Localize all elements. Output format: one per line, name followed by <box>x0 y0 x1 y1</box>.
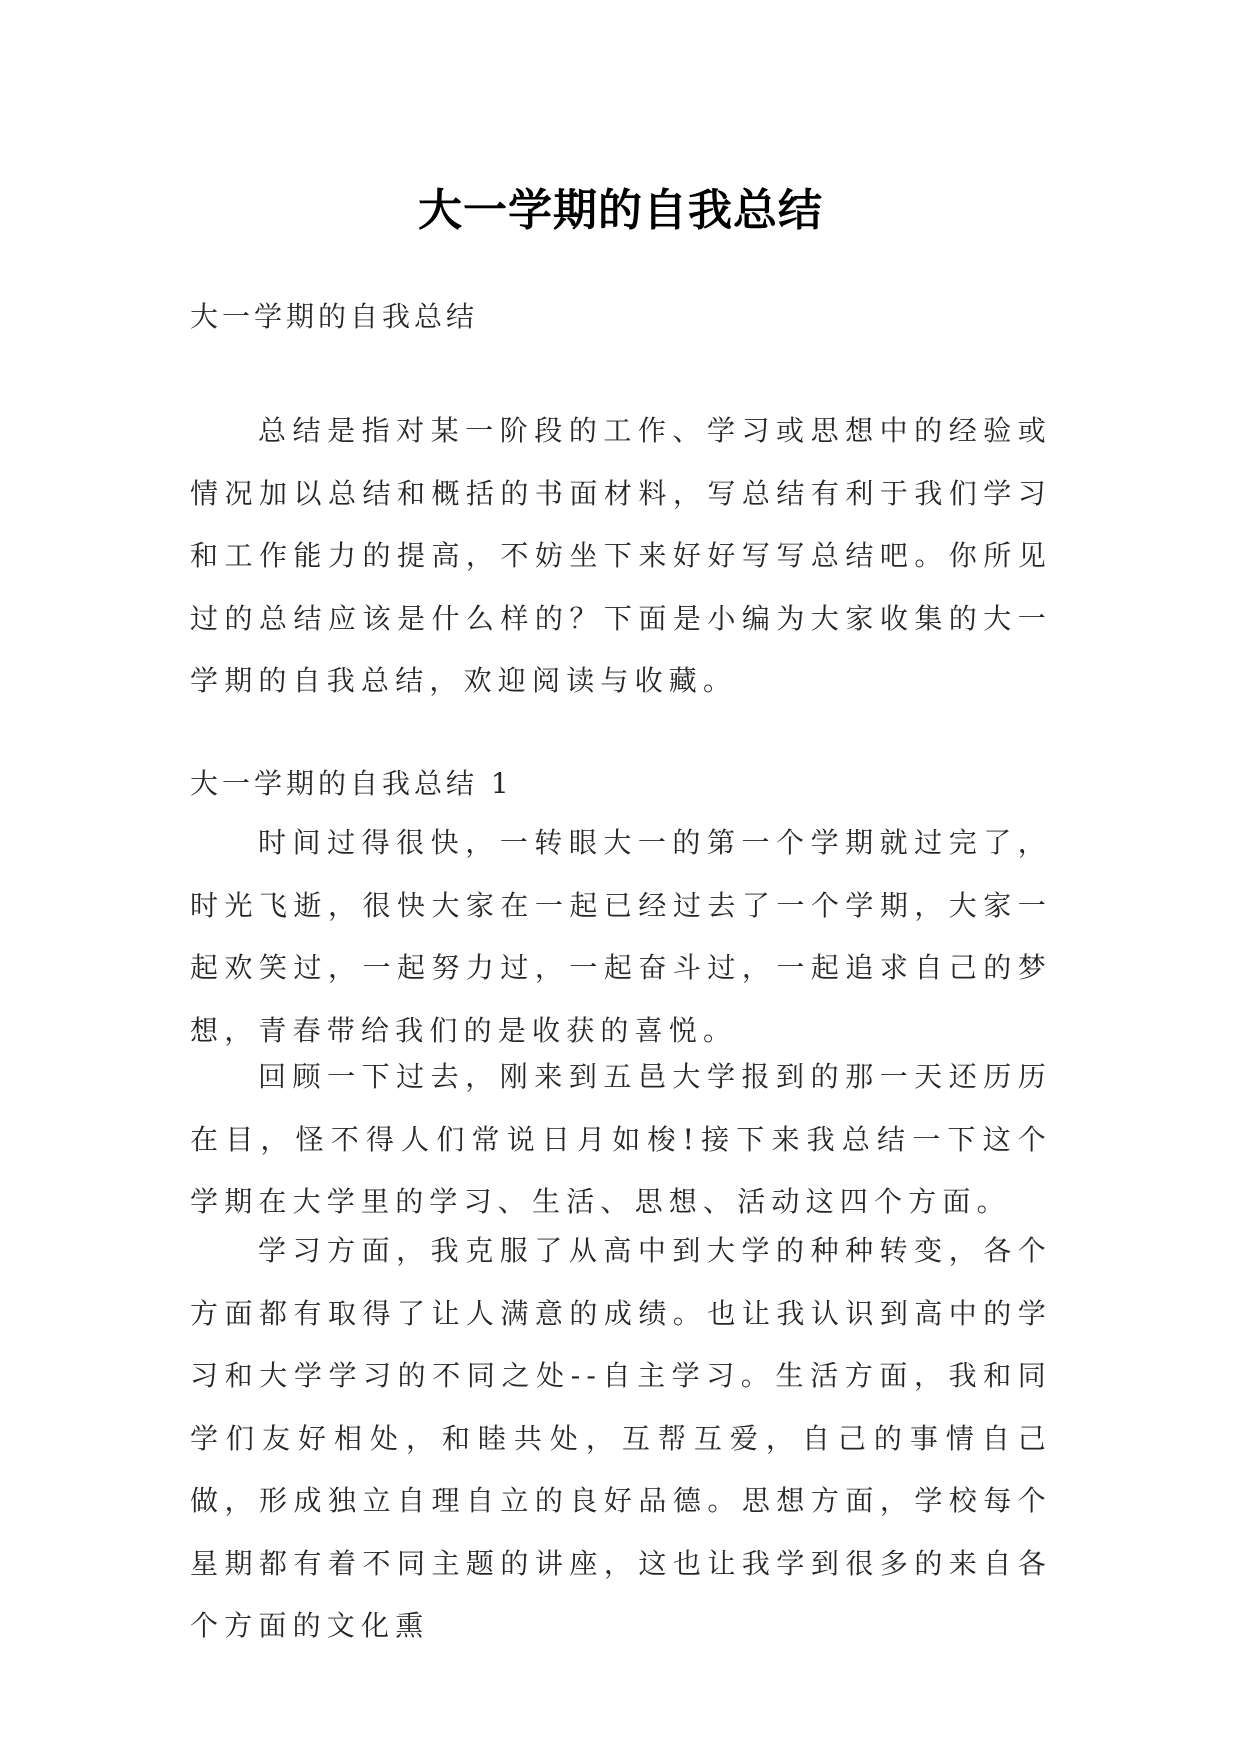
body-paragraph: 学习方面，我克服了从高中到大学的种种转变，各个方面都有取得了让人满意的成绩。也让我认识到高中的学习和大学学习的不同之处--自主学习。生活方面，我和同学们友好相处，和睦共处，互帮互爱，自己的事情自己做，形成独立自理自立的良好品德。思想方面，学校每个星期都有着不同主题的讲座，这也让我学到很多的来自各个方面的文化熏 <box>190 1234 1052 1642</box>
intro-paragraph: 总结是指对某一阶段的工作、学习或思想中的经验或情况加以总结和概括的书面材料，写总结有利于我们学习和工作能力的提高，不妨坐下来好好写写总结吧。你所见过的总结应该是什么样的？下面是小编为大家收集的大一学期的自我总结，欢迎阅读与收藏。 <box>190 414 1052 697</box>
document-title: 大一学期的自我总结 <box>418 185 823 237</box>
body-paragraph: 时间过得很快，一转眼大一的第一个学期就过完了，时光飞逝，很快大家在一起已经过去了一个学期，大家一起欢笑过，一起努力过，一起奋斗过，一起追求自己的梦想，青春带给我们的是收获的喜悦。 <box>190 826 1052 1047</box>
body-paragraph: 回顾一下过去，刚来到五邑大学报到的那一天还历历在目，怪不得人们常说日月如梭!接下来我总结一下这个学期在大学里的学习、生活、思想、活动这四个方面。 <box>190 1060 1052 1218</box>
section-heading: 大一学期的自我总结 1 <box>190 767 513 800</box>
document-subtitle: 大一学期的自我总结 <box>190 300 479 333</box>
